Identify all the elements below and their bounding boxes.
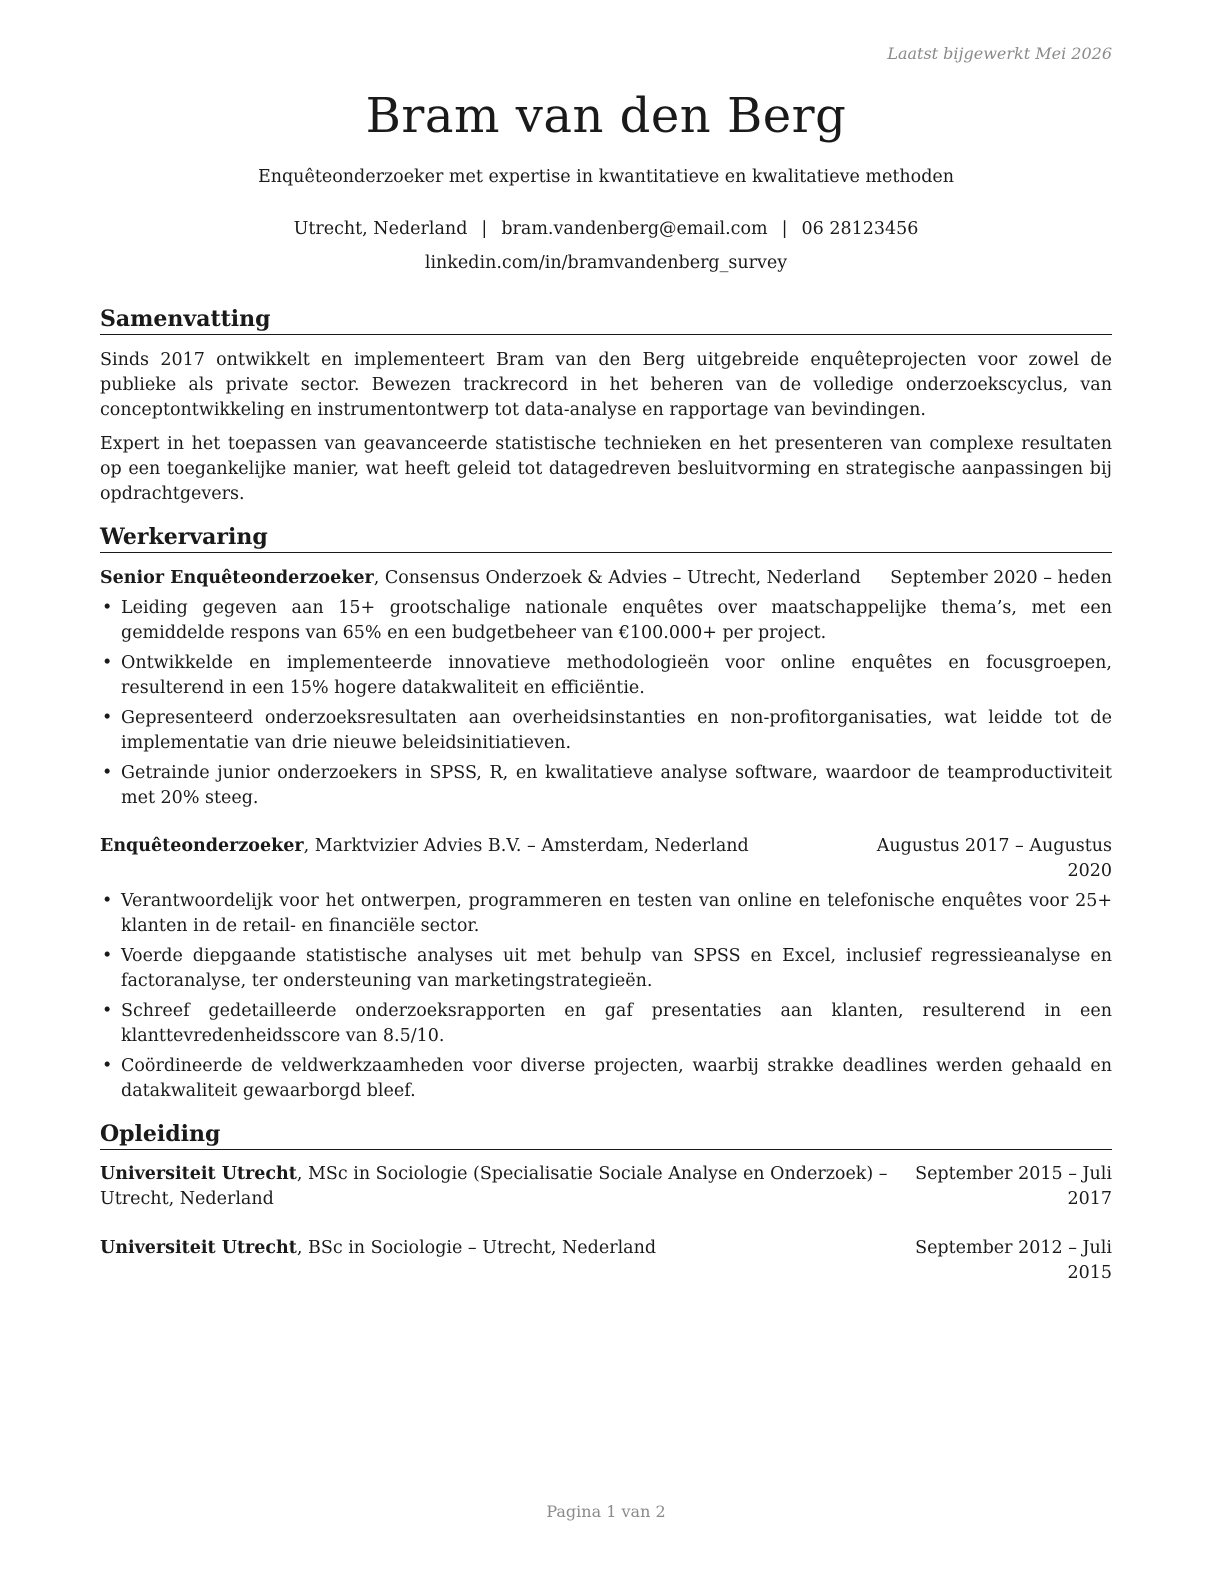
education-item	[100, 1162, 1112, 1212]
job-title-line	[100, 834, 749, 884]
education-degree: , BSc in Sociologie – Utrecht, Nederland	[296, 1238, 657, 1258]
summary-paragraph: Sinds 2017 ontwikkelt en implementeert Bram van den Berg uitgebreide enquêteprojecten voor zowel de publieke als private sector. Bewezen trackrecord in het beheren van de volledige onderzoekscyclus, van conceptontwikkeling en instrumentontwerp tot data-analyse en rapportage van bevindingen.	[100, 350, 1112, 420]
job-title: Enquêteonderzoeker	[100, 836, 304, 856]
list-item: • Verantwoordelijk voor het ontwerpen, programmeren en testen van online en telefonische enquêtes voor 25+ klanten in de retail- en financiële sector.	[100, 889, 1112, 939]
contact-line	[100, 219, 1112, 239]
education-location: Utrecht, Nederland	[100, 1189, 274, 1209]
job-dates	[877, 834, 1112, 884]
section-heading-education: Opleiding	[100, 1121, 1112, 1150]
education-degree: , MSc in Sociologie (Specialisatie Sociale Analyse en Onderzoek) –	[296, 1164, 888, 1184]
list-item: • Getrainde junior onderzoekers in SPSS, R, en kwalitatieve analyse software, waardoor de teamproductiviteit met 20% steeg.	[100, 761, 1112, 811]
job-organization: , Marktvizier Advies B.V. – Amsterdam, Nederland	[303, 836, 749, 856]
education-item	[100, 1236, 1112, 1286]
education-detail	[100, 1162, 888, 1212]
candidate-name: Bram van den Berg	[365, 88, 847, 144]
list-item: • Voerde diepgaande statistische analyses uit met behulp van SPSS en Excel, inclusief regressieanalyse en factoranalyse, ter ondersteuning van marketingstrategieën.	[100, 944, 1112, 994]
tagline: Enquêteonderzoeker met expertise in kwantitatieve en kwalitatieve methoden	[257, 167, 955, 187]
job-title-line	[100, 566, 861, 591]
summary-paragraph: Expert in het toepassen van geavanceerde statistische technieken en het presenteren van complexe resultaten op een toegankelijke manier, wat heeft geleid tot datagedreven besluitvorming en strategische aanpassingen bij opdrachtgevers.	[100, 434, 1112, 504]
section-heading-experience: Werkervaring	[100, 524, 1112, 553]
education-dates	[915, 1162, 1112, 1212]
contact-separator: |	[481, 219, 488, 239]
last-updated: Laatst bijgewerkt Mei 2026	[887, 44, 1112, 63]
job-bullets	[100, 889, 1112, 1109]
education-dates	[915, 1236, 1112, 1286]
list-item: • Schreef gedetailleerde onderzoeksrapporten en gaf presentaties aan klanten, resulterend in een klanttevredenheidsscore van 8.5/10.	[100, 999, 1112, 1049]
contact-location: Utrecht, Nederland	[293, 219, 468, 239]
job-dates-line: Augustus 2017 – Augustus	[876, 836, 1112, 856]
contact-separator: |	[781, 219, 788, 239]
education-school: Universiteit Utrecht	[100, 1238, 297, 1258]
list-item: • Coördineerde de veldwerkzaamheden voor diverse projecten, waarbij strakke deadlines werden gehaald en datakwaliteit gewaarborgd bleef.	[100, 1054, 1112, 1104]
job-dates: September 2020 – heden	[890, 568, 1112, 588]
education-dates-line: 2017	[1067, 1189, 1112, 1209]
page-number: Pagina 1 van 2	[546, 1502, 666, 1521]
list-item: • Leiding gegeven aan 15+ grootschalige nationale enquêtes over maatschappelijke thema’s, met een gemiddelde respons van 65% en een budgetbeheer van €100.000+ per project.	[100, 596, 1112, 646]
education-detail	[100, 1236, 656, 1286]
contact-email[interactable]: bram.vandenberg@email.com	[501, 219, 768, 239]
list-item: • Gepresenteerd onderzoeksresultaten aan overheidsinstanties en non-profitorganisaties, wat leidde tot de implementatie van drie nieuwe beleidsinitiatieven.	[100, 706, 1112, 756]
contact-phone: 06 28123456	[801, 219, 919, 239]
job-organization: , Consensus Onderzoek & Advies – Utrecht, Nederland	[373, 568, 861, 588]
job-bullets	[100, 596, 1112, 816]
linkedin-link[interactable]: linkedin.com/in/bramvandenberg_survey	[424, 253, 788, 273]
job-dates-line: 2020	[1067, 861, 1112, 881]
education-school: Universiteit Utrecht	[100, 1164, 297, 1184]
education-dates-line: September 2015 – Juli	[915, 1164, 1112, 1184]
job-title: Senior Enquêteonderzoeker	[100, 568, 374, 588]
education-dates-line: 2015	[1067, 1263, 1112, 1283]
section-heading-summary: Samenvatting	[100, 306, 1112, 335]
education-dates-line: September 2012 – Juli	[915, 1238, 1112, 1258]
list-item: • Ontwikkelde en implementeerde innovatieve methodologieën voor online enquêtes en focusgroepen, resulterend in een 15% hogere datakwaliteit en efficiëntie.	[100, 651, 1112, 701]
job-header	[100, 834, 1112, 884]
job-header	[100, 566, 1112, 591]
resume-page	[100, 0, 1112, 1584]
